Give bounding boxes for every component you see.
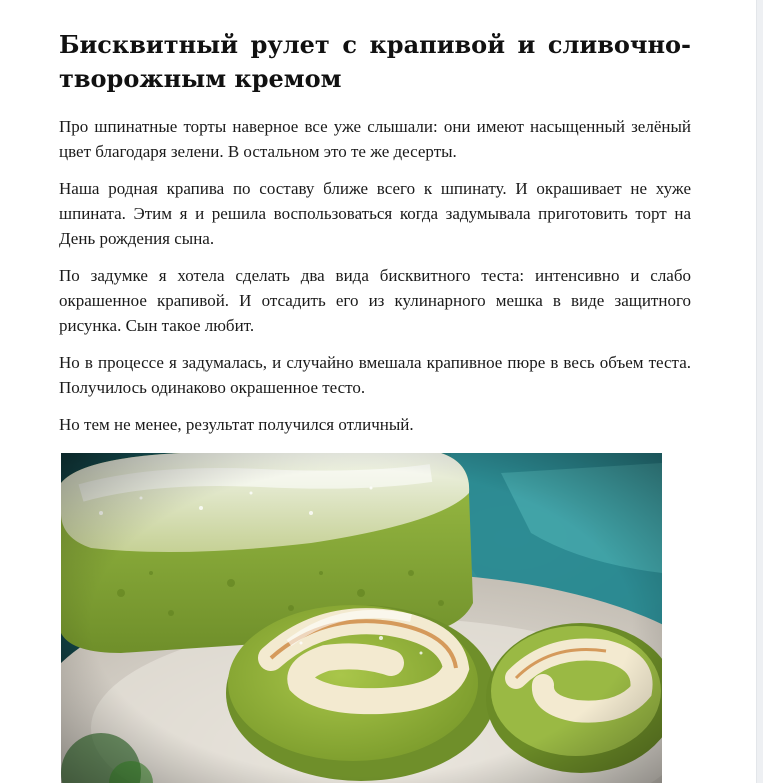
article-paragraph-1: Про шпинатные торты наверное все уже слышали: они имеют насыщенный зелёный цвет благодаря зелени. В остальном это те же десерты. — [59, 117, 691, 161]
article-paragraph-4: Но в процессе я задумалась, и случайно вмешала крапивное пюре в весь объем теста. Получилось одинаково окрашенное тесто. — [59, 353, 691, 397]
article-paragraph-2: Наша родная крапива по составу ближе всего к шпинату. И окрашивает не хуже шпината. Этим я и решила воспользоваться когда задумывала приготовить торт на День рождения сына. — [59, 179, 691, 248]
scrollbar-track[interactable] — [756, 0, 763, 783]
article — [59, 28, 691, 449]
article-photo — [61, 453, 662, 783]
article-paragraph-5: Но тем не менее, результат получился отличный. — [59, 415, 414, 434]
article-paragraph-3: По задумке я хотела сделать два вида бисквитного теста: интенсивно и слабо окрашенное крапивой. И отсадить его из кулинарного мешка в виде защитного рисунка. Сын такое любит. — [59, 266, 691, 335]
article-title: Бисквитный рулет с крапивой и сливочно-творожным кремом — [59, 30, 691, 93]
